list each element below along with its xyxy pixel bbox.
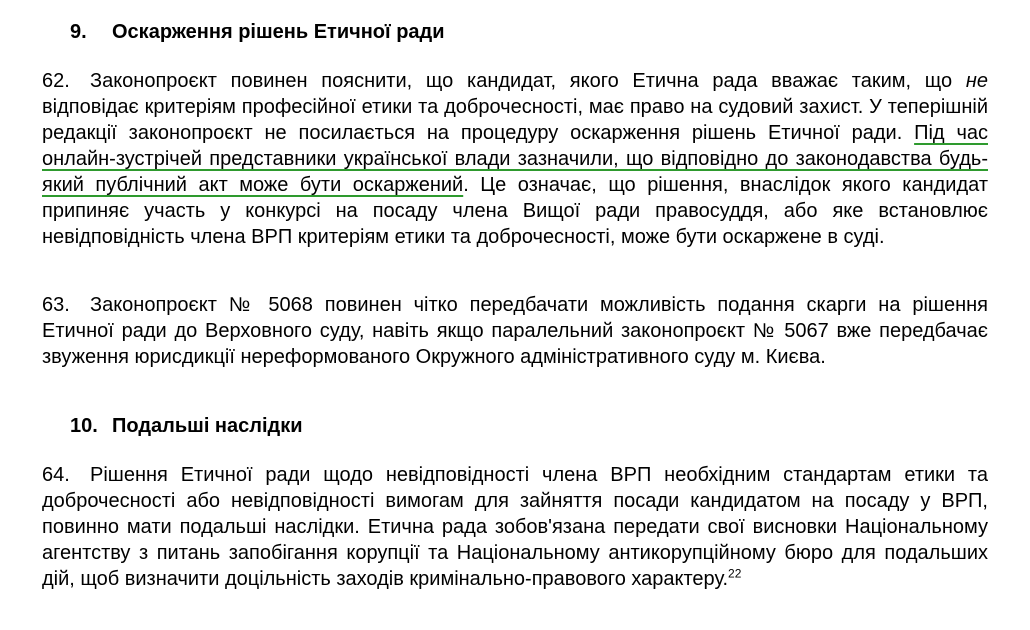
section-heading-9 <box>70 20 445 44</box>
paragraph-64 <box>42 462 988 592</box>
section-heading-10 <box>70 414 303 438</box>
section-number: 9. <box>70 21 87 43</box>
paragraph-number: 64. <box>42 464 70 486</box>
section-title: Оскарження рішень Етичної ради <box>112 21 445 43</box>
section-title: Подальші наслідки <box>112 415 303 437</box>
section-number: 10. <box>70 415 98 437</box>
paragraph-text: . Це означає, що рішення, внаслідок якого кандидат припиняє участь у конкурсі на посаду члена Вищої ради правосуддя, або яке встановлює невідповідність члена ВРП критеріям етики та доброчесності, може бути оскаржене в суді. <box>42 174 988 248</box>
paragraph-62 <box>42 68 988 250</box>
paragraph-63 <box>42 292 988 370</box>
paragraph-number: 62. <box>42 70 70 92</box>
paragraph-text: Законопроєкт повинен пояснити, що кандидат, якого Етична рада вважає таким, що <box>90 70 966 92</box>
highlighted-text: Під час онлайн-зустрічей представники української влади зазначили, що відповідно до законодавства будь-який публічний акт може бути оскаржений <box>42 122 988 196</box>
footnote-reference[interactable]: 22 <box>728 566 742 581</box>
paragraph-text: відповідає критеріям професійної етики та доброчесності, має право на судовий захист. У теперішній редакції законопроєкт не посилається на процедуру оскарження рішень Етичної ради. <box>42 96 988 144</box>
paragraph-text: Законопроєкт № 5068 повинен чітко передбачати можливість подання скарги на рішення Етичної ради до Верховного суду, навіть якщо паралельний законопроєкт № 5067 вже передбачає звуження юрисдикції нереформованого Окружного адміністративного суду м. Києва. <box>42 294 988 368</box>
paragraph-text: Рішення Етичної ради щодо невідповідності члена ВРП необхідним стандартам етики та доброчесності або невідповідності вимогам для зайняття посади кандидатом на посаду у ВРП, повинно мати подальші наслідки. Етична рада зобов'язана передати свої висновки Національному агентству з питань запобігання корупції та Національному антикорупційному бюро для подальших дій, щоб визначити доцільність заходів кримінально-правового характеру. <box>42 464 988 590</box>
paragraph-italic-text: не <box>965 70 988 92</box>
paragraph-number: 63. <box>42 294 70 316</box>
